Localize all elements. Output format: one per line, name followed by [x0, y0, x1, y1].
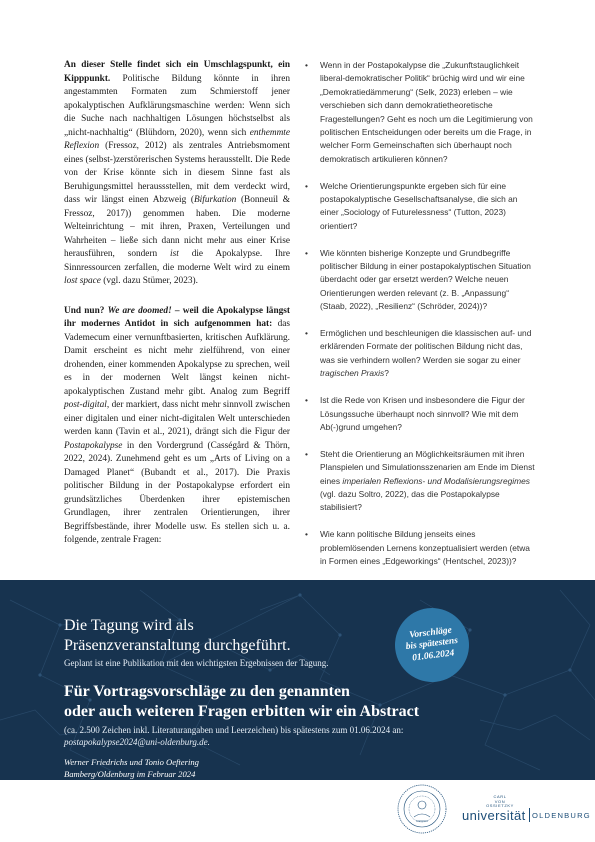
paragraph-lead — [64, 306, 290, 330]
question-text: Ist die Rede von Krisen und insbesondere die Figur der Lösungssuche überhaupt noch sinnvoll? Wie mit dem Ab(-)grund umgehen? — [320, 395, 525, 432]
list-item — [305, 247, 537, 314]
list-item — [305, 394, 537, 434]
list-item — [305, 180, 537, 234]
question-list — [305, 59, 537, 582]
text-span: die Apokalypse. Ihre Sinnressourcen zerfallen, die moderne Welt wird zu einem — [64, 249, 290, 273]
left-column — [64, 59, 290, 564]
bullet-icon: • — [305, 448, 308, 459]
logo-text: OSSIETZKY — [486, 803, 514, 808]
text-span: Politische Bildung könnte in ihren angestammten Formaten zum Schmierstoff jener apokalyptischen Aufklärungsmaschine werden: Wenn sich die Suche nach nachhaltigen Lösungen höchstselbst als „nicht-nachhaltig“ (Blühdorn, 2020), wenn sich — [64, 73, 290, 138]
call-for-abstracts-panel — [0, 580, 595, 780]
paragraph-kipppunkt — [64, 59, 290, 289]
signature-names: Werner Friedrichs und Tonio Oeftering — [64, 757, 199, 767]
emphasis: imperialen Reflexions- und Modalisierungsregimes — [342, 475, 530, 486]
emphasis: lost space — [64, 276, 101, 286]
text-span: Und nun? — [64, 305, 108, 316]
logo-text: CARL — [493, 794, 507, 799]
details-text: (ca. 2.500 Zeichen inkl. Literaturangaben und Leerzeichen) bis spätestens zum 01.06.2024 an: — [64, 725, 404, 735]
list-item — [305, 327, 537, 381]
text-span: – weil die Apokalypse längst ihr modernes Antidot in sich aufgenommen hat: — [64, 305, 290, 329]
question-text: Wenn in der Postapokalypse die „Zukunftstauglichkeit liberal-demokratischer Politik“ brüchig wird und wir eine „Demokratiedämmerung“ (Selk, 2023) erleben – wie verschieben sich dann demokratietheoretische Fragestellungen? Geht es noch um die Legitimierung von politischen Entscheidungen oder bereits um die Frage, in welcher Form Gemeinschaften sich überhaupt noch demokratisch artikulieren können? — [320, 60, 533, 164]
list-item — [305, 448, 537, 515]
abstract-details — [64, 724, 484, 748]
bullet-icon: • — [305, 395, 308, 406]
text-span: oder auch weiteren Fragen erbitten wir ein Abstract — [64, 703, 420, 720]
questions — [305, 59, 537, 568]
list-item — [305, 59, 537, 166]
question-text: Wie könnten bisherige Konzepte und Grundbegriffe politischer Bildung in einer postapokalyptischen Situation überdacht oder gar ersetzt werden? Welche neuen Orientierungen werden relevant (z. B. „Anpassung“ (Staab, 2022), „Resilienz“ (Schröder, 2024))? — [320, 247, 531, 312]
signature-place-date: Bamberg/Oldenburg im Februar 2024 — [64, 769, 196, 779]
emphasis: post-digital — [64, 400, 107, 410]
text-span: (Fressoz, 2012) als zentrales Antriebsmoment eines (selbst-)zerstörerischen Systems herausstellt. Die Rede von der Krise könnte sich in diesem Sinne fast als Beruhigungsmittel heraussstellen, mit dem verdeckt wird, dass wir längst einen Abzweig ( — [64, 141, 290, 205]
text-span: Die Tagung wird als — [64, 617, 194, 634]
text-span: Für Vortragsvorschläge zu den genannten — [64, 683, 350, 700]
logo-oldenburg: OLDENBURG — [532, 811, 591, 820]
emphasis: tragischen Praxis — [320, 368, 385, 379]
text-span: Präsenzveranstaltung durchgeführt. — [64, 637, 291, 654]
text-span: Steht die Orientierung an Möglichkeitsräumen mit ihren Planspielen und Simulationsszenarien am Ende im Dienst eines — [320, 448, 535, 486]
text-span: 01.06.2024 — [411, 648, 455, 664]
text-span: Ermöglichen und beschleunigen die klassischen auf- und erklärenden Formate der politischen Bildung nicht das, was sie verhindern wollen? Werden sie sogar zu einer — [320, 328, 532, 365]
text-span: (vgl. dazu Soltro, 2022), das die Postapokalypse stabilisiert? — [320, 488, 500, 513]
emphasis: ist — [170, 249, 179, 259]
bullet-icon: • — [305, 328, 308, 339]
list-item — [305, 528, 537, 568]
text-span: Vorschläge — [408, 625, 453, 641]
text-span: ? — [384, 368, 389, 379]
text-span: in den Vordergrund (Casségård & Thörn, 2022, 2024). Zunehmend geht es um „Arts of Living on a Damaged Planet“ (Bubandt et al., 2017). Die Praxis politischer Bildung in der Postapokalypse erfordert ein grundsätzliches Überdenken ihrer epistemischen Grundlagen, ihrer zentralen Orientierungen, ihrer Begriffsbestände, ihrer Modelle usw. Es stellen sich u. a. folgende, zentrale Fragen: — [64, 440, 290, 545]
network-pattern-decoration — [0, 580, 595, 780]
text-span: das Vademecum einer vernunftbasierten, kritischen Aufklärung. Damit erscheint es nicht mehr zielführend, von einer drohenden, einer kommenden Apokalypse zu sprechen, weil es in der modernen Welt längst keinen nicht-apokalyptischen Zustand mehr gibt. Analog zum Begriff — [64, 319, 290, 397]
logo-name-lines — [470, 795, 530, 809]
publication-note: Geplant ist eine Publikation mit den wichtigsten Ergebnissen der Tagung. — [64, 658, 329, 668]
question-text — [320, 328, 531, 378]
emphasis: Bifurkation — [193, 195, 237, 205]
panel-heading — [64, 616, 444, 656]
text-span: (Bonneuil & Fressoz, 2017)) genommen haben. Die moderne Welteinrichtung – mit ihren, Praxen, Verteilungen und Wahrheiten – ließe sich dann nicht mehr aus einer Krise herausführen, sondern — [64, 195, 290, 259]
university-seal-logo — [396, 783, 448, 835]
paragraph-doomed — [64, 305, 290, 548]
signature — [64, 756, 199, 780]
bullet-icon: • — [305, 180, 308, 191]
emphasis: enthemmte Reflexion — [64, 127, 290, 151]
question-text — [320, 449, 535, 513]
bullet-icon: • — [305, 247, 308, 258]
paragraph-lead: An dieser Stelle findet sich ein Umschlagspunkt, ein Kipppunkt. — [64, 60, 290, 84]
contact-email: postapokalypse2024@uni-oldenburg.de. — [64, 737, 210, 747]
text-span: (vgl. dazu Stümer, 2023). — [100, 276, 198, 286]
bullet-icon: • — [305, 529, 308, 540]
abstract-heading — [64, 682, 484, 722]
question-text: Welche Orientierungspunkte ergeben sich für eine postapokalyptische Gesellschaftsanalyse, die sich an einer „Sociology of Futurelessness“ (Tutton, 2023) orientiert? — [320, 180, 518, 231]
emphasis: We are doomed! — [107, 305, 172, 316]
text-span: , der markiert, dass nicht mehr sinnvoll zwischen einer digitalen und einer nicht-digitalen Welt unterschieden werden kann (Tavin et al., 2021), drängt sich die Figur der — [64, 400, 290, 437]
logo-text: VON — [494, 798, 506, 804]
logo-universitaet: universität — [462, 808, 526, 823]
emphasis: Postapokalypse — [64, 440, 123, 451]
text-span: bis spätestens — [405, 636, 459, 653]
question-text: Wie kann politische Bildung jenseits eines problemlösenden Lernens konzeptualisiert werden (etwa in Formen eines „Edgeworkings“ (Hentschel, 2023))? — [320, 529, 530, 566]
badge-text — [404, 625, 460, 666]
bullet-icon: • — [305, 60, 308, 70]
logo-divider — [529, 808, 530, 822]
